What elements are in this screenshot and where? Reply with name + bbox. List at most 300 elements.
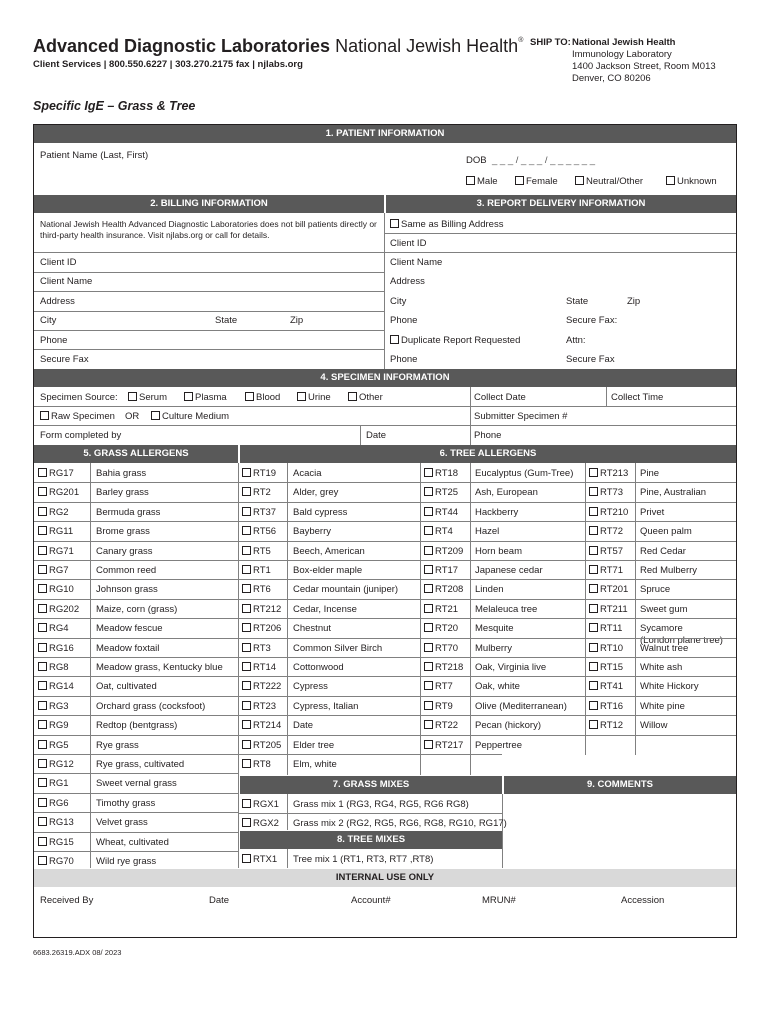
grass-allergen-name: Meadow fescue [96,623,163,634]
tree-allergen-checkbox[interactable] [589,546,623,558]
grass-allergen-checkbox[interactable] [38,720,69,732]
allergen-code: RTX1 [253,854,278,865]
tree-allergen-checkbox[interactable] [589,507,628,519]
billing-info-header: 2. BILLING INFORMATION [34,195,384,213]
dob-label: DOB [466,155,487,166]
checkbox-icon [38,759,47,768]
tree-allergen-name: White pine [640,701,685,712]
report-address-field[interactable]: Address [390,276,425,287]
allergen-code: RT214 [253,720,282,731]
checkbox-icon [242,740,251,749]
allergen-code: RT57 [600,546,624,557]
tree-allergen-checkbox[interactable] [424,740,463,752]
tree-allergen-checkbox[interactable] [242,720,281,732]
tree-allergen-name: White Hickory [640,681,699,692]
allergen-code: RT11 [600,623,623,634]
form-completed-by-field[interactable]: Form completed by [40,430,122,441]
grass-allergen-checkbox[interactable] [38,837,74,849]
tree-allergen-name: Bald cypress [293,507,348,518]
tree-allergen-name: Pine, Australian [640,487,707,498]
checkbox-icon [424,740,433,749]
checkbox-icon [589,546,598,555]
sex-female-checkbox[interactable] [515,176,558,188]
grass-allergen-checkbox[interactable] [38,778,69,790]
duplicate-report-checkbox[interactable] [390,335,520,347]
source-serum-checkbox[interactable] [128,392,167,404]
allergen-code: RT10 [600,643,624,654]
tree-allergen-checkbox[interactable] [424,643,458,655]
grass-allergen-checkbox[interactable] [38,740,69,752]
checkbox-icon [242,584,251,593]
patient-info-header: 1. PATIENT INFORMATION [34,125,736,143]
checkbox-label: Neutral/Other [586,176,644,187]
checkbox-icon [38,643,47,652]
billing-secure-fax-field[interactable]: Secure Fax [40,354,89,365]
checkbox-icon [38,623,47,632]
tree-allergen-name: Cypress [293,681,328,692]
allergen-code: RT7 [435,681,453,692]
tree-allergen-name: Common Silver Birch [293,643,383,654]
checkbox-icon [38,507,47,516]
checkbox-icon [38,662,47,671]
billing-phone-field[interactable]: Phone [40,335,68,346]
billing-state-field[interactable]: State [215,315,238,326]
checkbox-icon [589,468,598,477]
billing-client-name-field[interactable]: Client Name [40,276,93,287]
grass-allergen-name: Velvet grass [96,817,148,828]
source-other-checkbox[interactable] [348,392,383,404]
tree-allergen-name: Cottonwood [293,662,344,673]
checkbox-icon [424,507,433,516]
raw-specimen-checkbox[interactable] [40,411,115,423]
checkbox-icon [424,681,433,690]
grass-allergen-name: Rye grass [96,740,139,751]
checkbox-icon [38,701,47,710]
checkbox-label: Unknown [677,176,717,187]
internal-use-header: INTERNAL USE ONLY [34,869,736,887]
allergen-code: RT37 [253,507,277,518]
tree-allergen-name: Pecan (hickory) [475,720,541,731]
report-client-id-field[interactable]: Client ID [390,238,427,249]
mix-rtx1-checkbox[interactable] [242,854,277,866]
ship-to-line: Immunology Laboratory [572,49,672,60]
tree-allergen-checkbox[interactable] [589,623,622,635]
grass-allergen-checkbox[interactable] [38,507,69,519]
allergen-code: RT25 [435,487,459,498]
grass-allergen-checkbox[interactable] [38,798,69,810]
checkbox-icon [242,487,251,496]
source-plasma-checkbox[interactable] [184,392,227,404]
tree-allergen-checkbox[interactable] [424,720,458,732]
checkbox-icon [38,798,47,807]
tree-allergen-checkbox[interactable] [424,468,458,480]
tree-allergens-header: 6. TREE ALLERGENS [240,445,736,463]
tree-allergen-name: White ash [640,662,683,673]
tree-allergen-checkbox[interactable] [242,681,281,693]
tree-allergen-checkbox[interactable] [242,507,276,519]
allergen-code: RT12 [600,720,624,731]
allergen-code: RT44 [435,507,459,518]
patient-name-field[interactable]: Patient Name (Last, First) [40,150,149,161]
checkbox-icon [589,681,598,690]
tree-allergen-name: Spruce [640,584,671,595]
checkbox-icon [424,662,433,671]
billing-city-field[interactable]: City [40,315,57,326]
checkbox-icon [424,643,433,652]
tree-allergen-checkbox[interactable] [424,584,463,596]
checkbox-icon [424,720,433,729]
checkbox-label: Urine [308,392,331,403]
checkbox-icon [390,219,399,228]
checkbox-icon [589,604,598,613]
billing-note: National Jewish Health Advanced Diagnostic Laboratories does not bill patients directly or third-party health insurance. Visit njlabs.org or call for details. [40,219,377,240]
lab-title-rest: National Jewish Health [335,36,519,56]
checkbox-icon [184,392,193,401]
tree-allergen-name: Oak, Virginia live [475,662,547,673]
grass-allergen-name: Common reed [96,565,157,576]
grass-allergen-name: Bahia grass [96,468,147,479]
checkbox-icon [245,392,254,401]
tree-allergen-checkbox[interactable] [424,681,453,693]
allergen-code: RT8 [253,759,271,770]
tree-mixes-header: 8. TREE MIXES [240,831,502,849]
checkbox-icon [424,584,433,593]
tree-allergen-checkbox[interactable] [424,546,463,558]
tree-allergen-name: Olive (Mediterranean) [475,701,567,712]
allergen-code: RT208 [435,584,464,595]
grass-allergen-checkbox[interactable] [38,856,74,868]
allergen-code: RT209 [435,546,464,557]
tree-allergen-checkbox[interactable] [589,701,623,713]
allergen-code: RT3 [253,643,271,654]
ship-to-label: SHIP TO: [530,37,571,48]
tree-allergen-checkbox[interactable] [242,701,276,713]
tree-allergen-checkbox[interactable] [424,565,458,577]
checkbox-icon [242,468,251,477]
culture-medium-checkbox[interactable] [151,411,229,423]
allergen-code: RT222 [253,681,282,692]
allergen-code: RG7 [49,565,69,576]
tree-allergen-name: Willow [640,720,668,731]
tree-allergen-checkbox[interactable] [242,526,276,538]
checkbox-icon [424,468,433,477]
tree-allergen-name: Oak, white [475,681,520,692]
tree-allergen-checkbox[interactable] [424,623,458,635]
tree-allergen-checkbox[interactable] [589,584,628,596]
checkbox-label: Duplicate Report Requested [401,335,521,346]
checkbox-icon [151,411,160,420]
report-zip-field[interactable]: Zip [627,296,641,307]
grass-allergen-checkbox[interactable] [38,759,74,771]
report-phone2-field[interactable]: Phone [390,354,418,365]
allergen-code: RG201 [49,487,80,498]
form-date-field[interactable]: Date [366,430,387,441]
mix-rgx2-name: Grass mix 2 (RG2, RG5, RG6, RG8, RG10, RG17) [293,818,507,829]
tree-allergen-checkbox[interactable] [589,468,628,480]
allergen-code: RT205 [253,740,282,751]
allergen-code: RG13 [49,817,74,828]
grass-allergen-name: Barley grass [96,487,149,498]
allergen-code: RG2 [49,507,69,518]
checkbox-icon [242,701,251,710]
grass-allergen-checkbox[interactable] [38,604,79,616]
checkbox-icon [466,176,475,185]
grass-allergen-name: Oat, cultivated [96,681,157,692]
sex-unknown-checkbox[interactable] [666,176,717,188]
tree-allergen-name: Hazel [475,526,500,537]
tree-allergen-checkbox[interactable] [242,604,281,616]
checkbox-icon [589,526,598,535]
tree-allergen-checkbox[interactable] [242,759,271,771]
checkbox-icon [128,392,137,401]
report-city-field[interactable]: City [390,296,407,307]
same-as-billing-checkbox[interactable] [390,219,503,231]
tree-allergen-name: Privet [640,507,665,518]
allergen-code: RT20 [435,623,459,634]
tree-allergen-name: Peppertree [475,740,523,751]
grass-allergen-checkbox[interactable] [38,662,69,674]
checkbox-icon [424,487,433,496]
lab-title-bold: Advanced Diagnostic Laboratories [33,36,331,56]
checkbox-icon [242,546,251,555]
ship-to-line: 1400 Jackson Street, Room M013 [572,61,716,72]
tree-allergen-name: Bayberry [293,526,332,537]
allergen-code: RT70 [435,643,459,654]
grass-allergen-name: Meadow grass, Kentucky blue [96,662,223,673]
tree-allergen-checkbox[interactable] [424,701,453,713]
checkbox-icon [38,604,47,613]
checkbox-icon [575,176,584,185]
checkbox-icon [38,740,47,749]
tree-allergen-name: Eucalyptus (Gum-Tree) [475,468,574,479]
checkbox-icon [242,643,251,652]
allergen-code: RG16 [49,643,74,654]
grass-allergens-header: 5. GRASS ALLERGENS [34,445,238,463]
tree-allergen-checkbox[interactable] [424,487,458,499]
report-secure-fax2-field[interactable]: Secure Fax [566,354,615,365]
tree-allergen-name: Mulberry [475,643,512,654]
billing-zip-field[interactable]: Zip [290,315,304,326]
grass-allergen-checkbox[interactable] [38,546,74,558]
grass-allergen-name: Sweet vernal grass [96,778,177,789]
grass-allergen-name: Wild rye grass [96,856,157,867]
allergen-code: RG12 [49,759,74,770]
grass-allergen-checkbox[interactable] [38,623,69,635]
checkbox-icon [38,837,47,846]
tree-allergen-name-secondary: (London plane tree) [640,635,723,646]
sex-male-checkbox[interactable] [466,176,498,188]
allergen-code: RT213 [600,468,629,479]
tree-allergen-checkbox[interactable] [242,487,271,499]
allergen-code: RG11 [49,526,74,537]
allergen-code: RG6 [49,798,69,809]
report-secure-fax-field[interactable]: Secure Fax: [566,315,618,326]
account-field[interactable]: Account# [351,895,391,906]
tree-allergen-checkbox[interactable] [424,604,458,616]
mrun-field[interactable]: MRUN# [482,895,516,906]
tree-allergen-checkbox[interactable] [242,546,271,558]
specimen-source-label: Specimen Source: [40,392,118,403]
specimen-info-header: 4. SPECIMEN INFORMATION [34,369,736,387]
checkbox-icon [40,411,49,420]
checkbox-icon [424,623,433,632]
tree-allergen-name: Cedar mountain (juniper) [293,584,399,595]
sex-neutral-checkbox[interactable] [575,176,643,188]
grass-allergen-checkbox[interactable] [38,701,69,713]
allergen-code: RG71 [49,546,74,557]
checkbox-label: Other [359,392,383,403]
checkbox-icon [242,662,251,671]
report-client-name-field[interactable]: Client Name [390,257,443,268]
report-state-field[interactable]: State [566,296,589,307]
attn-field[interactable]: Attn: [566,335,586,346]
allergen-code: RG70 [49,856,74,867]
checkbox-icon [38,817,47,826]
grass-allergen-checkbox[interactable] [38,487,79,499]
tree-allergen-name: Ash, European [475,487,538,498]
tree-allergen-name: Red Mulberry [640,565,698,576]
tree-allergen-checkbox[interactable] [589,487,623,499]
allergen-code: RT212 [253,604,282,615]
allergen-code: RT211 [600,604,628,615]
allergen-code: RT73 [600,487,624,498]
internal-date-field[interactable]: Date [209,895,230,906]
checkbox-icon [38,468,47,477]
tree-allergen-checkbox[interactable] [242,740,281,752]
allergen-code: RGX2 [253,818,279,829]
grass-allergen-name: Johnson grass [96,584,158,595]
checkbox-icon [589,487,598,496]
allergen-code: RT6 [253,584,271,595]
allergen-code: RT206 [253,623,282,634]
allergen-code: RT21 [435,604,459,615]
tree-allergen-name: Hackberry [475,507,519,518]
allergen-code: RG14 [49,681,74,692]
tree-allergen-name: Date [293,720,314,731]
received-by-field[interactable]: Received By [40,895,94,906]
checkbox-icon [242,799,251,808]
allergen-code: RT14 [253,662,277,673]
allergen-code: RG10 [49,584,74,595]
tree-allergen-name: Elder tree [293,740,335,751]
allergen-code: RG15 [49,837,74,848]
allergen-code: RT19 [253,468,277,479]
checkbox-icon [242,507,251,516]
allergen-code: RT41 [600,681,624,692]
tree-allergen-checkbox[interactable] [589,662,623,674]
allergen-code: RT217 [435,740,464,751]
source-urine-checkbox[interactable] [297,392,331,404]
tree-allergen-name: Box-elder maple [293,565,363,576]
tree-allergen-checkbox[interactable] [242,643,271,655]
tree-allergen-checkbox[interactable] [589,565,623,577]
grass-allergen-checkbox[interactable] [38,468,74,480]
tree-allergen-checkbox[interactable] [242,623,281,635]
collect-date-field[interactable]: Collect Date [474,392,526,403]
grass-allergen-checkbox[interactable] [38,565,69,577]
tree-allergen-checkbox[interactable] [242,584,271,596]
mix-rgx2-checkbox[interactable] [242,818,279,830]
billing-client-id-field[interactable]: Client ID [40,257,77,268]
checkbox-icon [38,526,47,535]
checkbox-label: Culture Medium [162,411,230,422]
grass-allergen-name: Meadow foxtail [96,643,160,654]
report-phone-field[interactable]: Phone [390,315,418,326]
tree-allergen-checkbox[interactable] [589,526,623,538]
tree-allergen-checkbox[interactable] [424,507,458,519]
grass-allergen-checkbox[interactable] [38,681,74,693]
collect-time-field[interactable]: Collect Time [611,392,664,403]
grass-allergen-name: Canary grass [96,546,153,557]
grass-allergen-name: Maize, corn (grass) [96,604,178,615]
checkbox-icon [589,565,598,574]
source-blood-checkbox[interactable] [245,392,280,404]
report-delivery-header: 3. REPORT DELIVERY INFORMATION [386,195,736,213]
specimen-phone-field[interactable]: Phone [474,430,502,441]
checkbox-icon [589,584,598,593]
tree-allergen-name: Beech, American [293,546,365,557]
grass-allergen-checkbox[interactable] [38,643,74,655]
billing-address-field[interactable]: Address [40,296,75,307]
allergen-code: RT72 [600,526,624,537]
checkbox-icon [589,720,598,729]
grass-allergen-checkbox[interactable] [38,584,74,596]
tree-allergen-name: Melaleuca tree [475,604,538,615]
tree-allergen-name: Mesquite [475,623,514,634]
checkbox-icon [38,584,47,593]
submitter-specimen-field[interactable]: Submitter Specimen # [474,411,568,422]
checkbox-icon [38,487,47,496]
tree-allergen-name: Sycamore [640,623,683,634]
tree-allergen-name: Pine [640,468,660,479]
ship-to-address [572,37,716,85]
mix-rgx1-checkbox[interactable] [242,799,279,811]
tree-allergen-checkbox[interactable] [424,526,453,538]
grass-allergen-checkbox[interactable] [38,526,73,538]
allergen-code: RG1 [49,778,69,789]
tree-allergen-checkbox[interactable] [242,565,271,577]
dob-field[interactable]: _ _ _ / _ _ _ / _ _ _ _ _ _ [492,155,595,166]
comments-header: 9. COMMENTS [504,776,736,794]
tree-allergen-checkbox[interactable] [424,662,463,674]
allergen-code: RGX1 [253,799,279,810]
tree-allergen-checkbox[interactable] [589,720,623,732]
tree-allergen-checkbox[interactable] [589,643,623,655]
tree-allergen-checkbox[interactable] [242,468,276,480]
tree-allergen-name: Chestnut [293,623,332,634]
allergen-code: RT23 [253,701,277,712]
allergen-code: RT201 [600,584,629,595]
grass-allergen-checkbox[interactable] [38,817,74,829]
tree-allergen-name: Horn beam [475,546,522,557]
checkbox-label: Male [477,176,498,187]
checkbox-label: Blood [256,392,281,403]
tree-allergen-checkbox[interactable] [589,681,623,693]
allergen-code: RG5 [49,740,69,751]
tree-allergen-name: Cedar, Incense [293,604,357,615]
tree-allergen-name: Red Cedar [640,546,686,557]
or-label: OR [125,411,140,422]
comments-field[interactable] [504,794,736,868]
tree-allergen-checkbox[interactable] [589,604,628,616]
accession-field[interactable]: Accession [621,895,665,906]
allergen-code: RT9 [435,701,453,712]
tree-allergen-name: Sweet gum [640,604,688,615]
trademark: ® [518,37,524,44]
checkbox-icon [589,643,598,652]
checkbox-icon [38,778,47,787]
tree-allergen-checkbox[interactable] [242,662,276,674]
